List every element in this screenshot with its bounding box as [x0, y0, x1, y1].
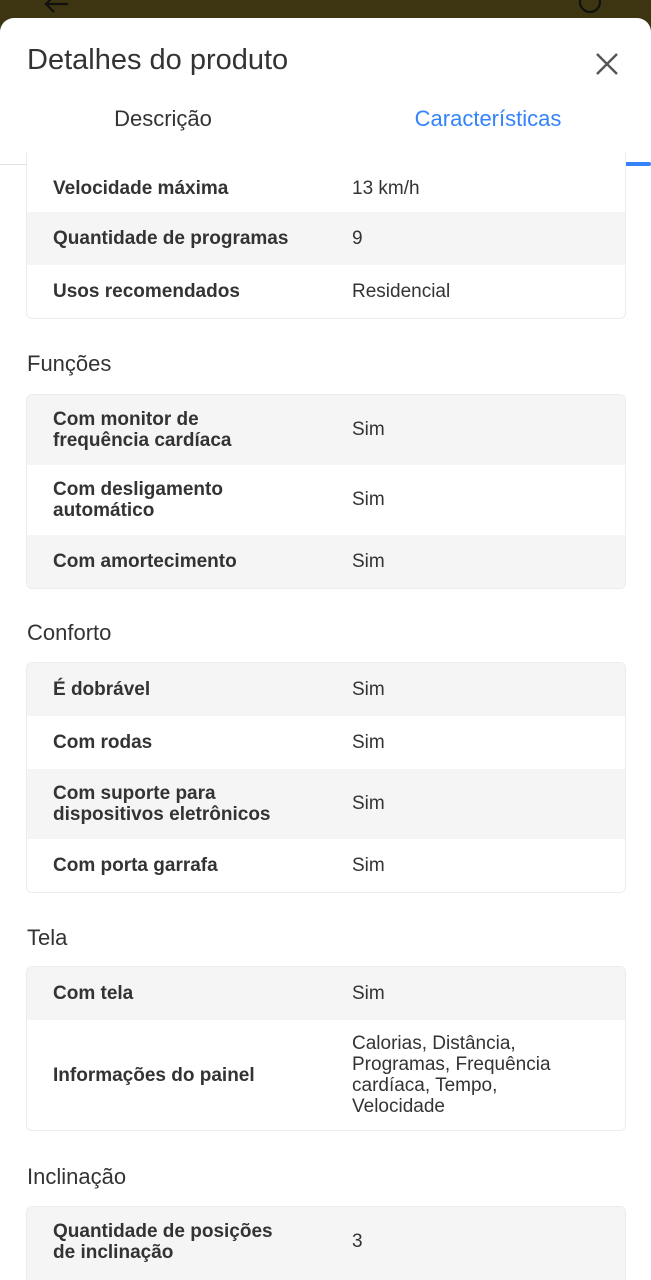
- close-icon[interactable]: [594, 51, 620, 77]
- row-value: Sim: [352, 793, 385, 814]
- specs-table-inclinacao: [26, 1206, 626, 1280]
- table-row: [27, 839, 625, 892]
- row-value: Sim: [352, 489, 385, 510]
- section-title-inclinacao: Inclinação: [27, 1164, 127, 1189]
- table-row: [27, 152, 625, 212]
- row-key: Informações do painel: [53, 1065, 255, 1086]
- row-key: Quantidade de programas: [53, 228, 289, 249]
- row-value: Sim: [352, 855, 385, 876]
- row-key: Com desligamento automático: [53, 479, 223, 521]
- row-value: Sim: [352, 551, 385, 572]
- table-row: [27, 967, 625, 1020]
- table-row: [27, 1020, 625, 1130]
- row-key: Com rodas: [53, 732, 153, 753]
- table-row: [27, 265, 625, 318]
- table-row: [27, 395, 625, 465]
- row-value: Sim: [352, 983, 385, 1004]
- row-key: Com monitor de frequência cardíaca: [53, 409, 232, 451]
- back-arrow-icon[interactable]: [42, 0, 72, 16]
- section-title-funcoes: Funções: [27, 351, 112, 376]
- row-key: É dobrável: [53, 679, 151, 700]
- row-key: Quantidade de posições de inclinação: [53, 1221, 273, 1263]
- table-row: [27, 212, 625, 265]
- row-value: Sim: [352, 732, 385, 753]
- sheet-title: Detalhes do produto: [27, 44, 289, 76]
- table-row: [27, 716, 625, 769]
- row-value: 9: [352, 228, 363, 249]
- specs-table-conforto: [26, 662, 626, 893]
- table-row: [27, 663, 625, 716]
- row-value: Residencial: [352, 281, 451, 302]
- search-icon[interactable]: [578, 0, 604, 16]
- specs-table-tela: [26, 966, 626, 1131]
- specs-table-general: [26, 152, 626, 319]
- row-key: Usos recomendados: [53, 281, 240, 302]
- row-value: 3: [352, 1231, 363, 1252]
- row-key: Com amortecimento: [53, 551, 237, 572]
- table-row: [27, 465, 625, 535]
- row-key: Com suporte para dispositivos eletrônicos: [53, 783, 271, 825]
- tab-caracteristicas[interactable]: Características: [414, 106, 562, 131]
- section-title-tela: Tela: [27, 925, 68, 950]
- section-title-conforto: Conforto: [27, 620, 112, 645]
- row-value: 13 km/h: [352, 178, 420, 199]
- specs-table-funcoes: [26, 394, 626, 589]
- table-row: [27, 535, 625, 588]
- product-details-sheet: [0, 18, 651, 1280]
- row-value: Sim: [352, 419, 385, 440]
- tab-descricao[interactable]: Descrição: [114, 106, 212, 131]
- table-row: [27, 769, 625, 839]
- table-row: [27, 1207, 625, 1280]
- row-value: Calorias, Distância, Programas, Frequência cardíaca, Tempo, Velocidade: [352, 1033, 551, 1117]
- row-key: Com porta garrafa: [53, 855, 218, 876]
- row-value: Sim: [352, 679, 385, 700]
- row-key: Com tela: [53, 983, 134, 1004]
- row-key: Velocidade máxima: [53, 178, 229, 199]
